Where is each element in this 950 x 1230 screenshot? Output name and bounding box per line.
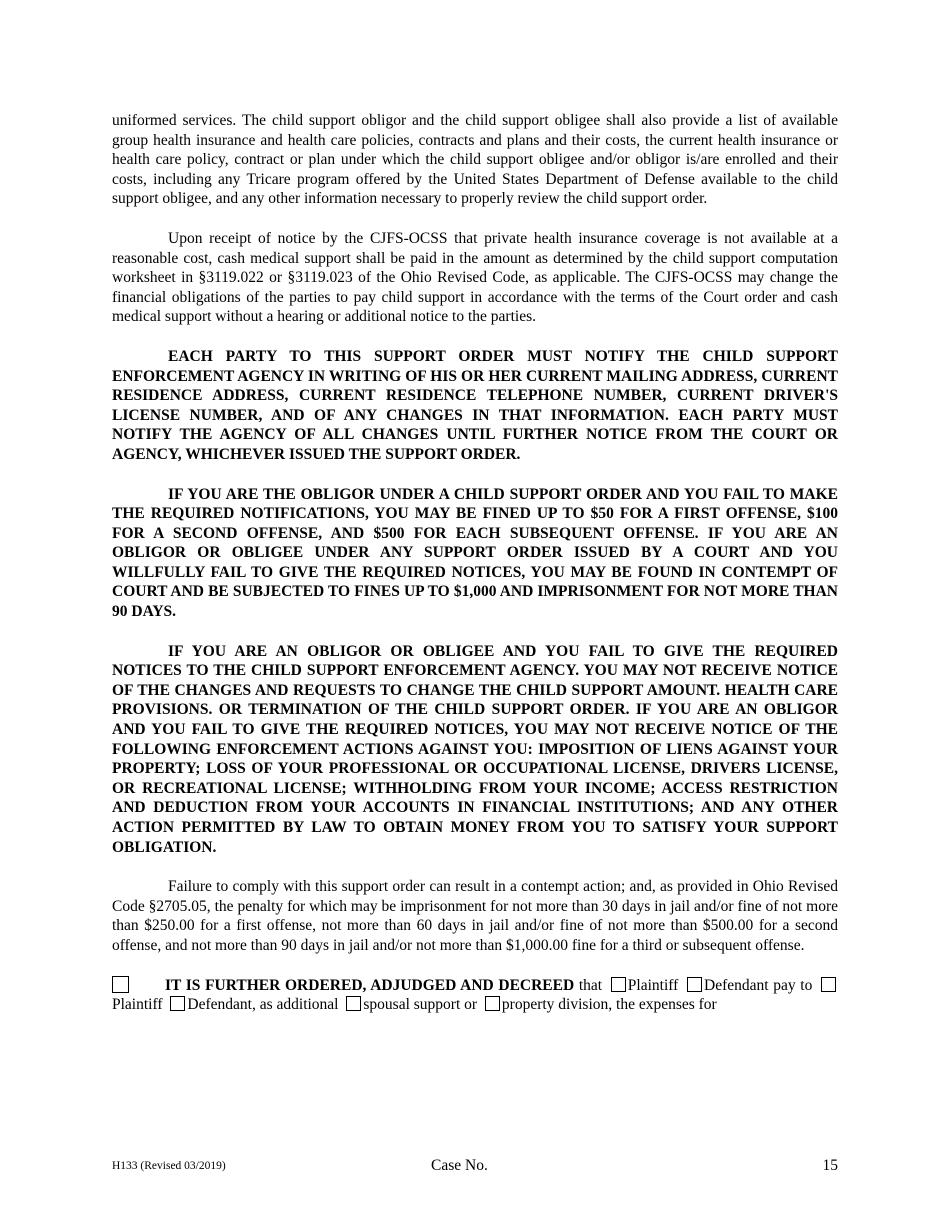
further-ordered-clause — [112, 976, 838, 1015]
payor-plaintiff-checkbox[interactable] — [611, 977, 626, 992]
property-division-label: property division, the expenses for — [501, 996, 717, 1014]
payor-plaintiff-label: Plaintiff — [627, 976, 679, 994]
document-page — [112, 111, 838, 1015]
order-heading: IT IS FURTHER ORDERED, ADJUDGED AND DECREED — [165, 976, 575, 994]
payee-plaintiff-checkbox[interactable] — [821, 977, 836, 992]
spousal-support-label: spousal support or — [363, 996, 481, 1014]
payee-defendant-label: Defendant — [187, 996, 252, 1014]
paragraph-obligor-fines: IF YOU ARE THE OBLIGOR UNDER A CHILD SUPPORT ORDER AND YOU FAIL TO MAKE THE REQUIRED NOTIFICATIONS, YOU MAY BE FINED UP TO $50 FOR A FIRST OFFENSE, $100 FOR A SECOND OFFENSE, AND $500 FOR EACH SUBSEQUENT OFFENSE. IF YOU ARE AN OBLIGOR OR OBLIGEE UNDER ANY SUPPORT ORDER ISSUED BY A COURT AND YOU WILLFULLY FAIL TO GIVE THE REQUIRED NOTICES, YOU MAY BE FOUND IN CONTEMPT OF COURT AND BE SUBJECTED TO FINES UP TO $1,000 AND IMPRISONMENT FOR NOT MORE THAN 90 DAYS. — [112, 485, 838, 621]
further-ordered-checkbox[interactable] — [112, 976, 129, 993]
page-footer — [112, 1157, 838, 1179]
form-id: H133 (Revised 03/2019) — [112, 1160, 226, 1172]
spousal-support-checkbox[interactable] — [346, 996, 361, 1011]
paragraph-enforcement-actions: IF YOU ARE AN OBLIGOR OR OBLIGEE AND YOU FAIL TO GIVE THE REQUIRED NOTICES TO THE CHILD SUPPORT ENFORCEMENT AGENCY. YOU MAY NOT RECEIVE NOTICE OF THE CHANGES AND REQUESTS TO CHANGE THE CHILD SUPPORT AMOUNT. HEALTH CARE PROVISIONS. OR TERMINATION OF THE CHILD SUPPORT ORDER. IF YOU ARE AN OBLIGOR AND YOU FAIL TO GIVE THE REQUIRED NOTICES, YOU MAY NOT RECEIVE NOTICE OF THE FOLLOWING ENFORCEMENT ACTIONS AGAINST YOU: IMPOSITION OF LIENS AGAINST YOUR PROPERTY; LOSS OF YOUR PROFESSIONAL OR OCCUPATIONAL LICENSE, DRIVERS LICENSE, OR RECREATIONAL LICENSE; WITHHOLDING FROM YOUR INCOME; ACCESS RESTRICTION AND DEDUCTION FROM YOUR ACCOUNTS IN FINANCIAL INSTITUTIONS; AND ANY OTHER ACTION PERMITTED BY LAW TO OBTAIN MONEY FROM YOU TO SATISFY YOUR SUPPORT OBLIGATION. — [112, 642, 838, 856]
as-additional-text: , as additional — [251, 996, 343, 1014]
property-division-checkbox[interactable] — [485, 996, 500, 1011]
order-that-text: that — [574, 976, 607, 994]
payee-plaintiff-label: Plaintiff — [112, 996, 163, 1014]
case-number-label: Case No. — [431, 1157, 488, 1174]
payee-defendant-checkbox[interactable] — [170, 996, 185, 1011]
payor-defendant-checkbox[interactable] — [687, 977, 702, 992]
pay-to-text: pay to — [773, 976, 818, 994]
payor-defendant-label: Defendant — [704, 976, 769, 994]
paragraph-cash-medical-support: Upon receipt of notice by the CJFS-OCSS that private health insurance coverage is not available at a reasonable cost, cash medical support shall be paid in the amount as determined by the child support computation worksheet in §3119.022 or §3119.023 of the Ohio Revised Code, as applicable. The CJFS-OCSS may change the financial obligations of the parties to pay child support in accordance with the terms of the Court order and cash medical support without a hearing or additional notice to the parties. — [112, 229, 838, 326]
paragraph-notify-agency: EACH PARTY TO THIS SUPPORT ORDER MUST NOTIFY THE CHILD SUPPORT ENFORCEMENT AGENCY IN WRITING OF HIS OR HER CURRENT MAILING ADDRESS, CURRENT RESIDENCE ADDRESS, CURRENT RESIDENCE TELEPHONE NUMBER, CURRENT DRIVER'S LICENSE NUMBER, AND OF ANY CHANGES IN THAT INFORMATION. EACH PARTY MUST NOTIFY THE AGENCY OF ALL CHANGES UNTIL FURTHER NOTICE FROM THE COURT OR AGENCY, WHICHEVER ISSUED THE SUPPORT ORDER. — [112, 347, 838, 463]
paragraph-contempt-penalty: Failure to comply with this support order can result in a contempt action; and, as provided in Ohio Revised Code §2705.05, the penalty for which may be imprisonment for not more than 30 days in jail and/or fine of not more than $250.00 for a first offense, not more than 60 days in jail and/or fine of not more than $500.00 for a second offense, and not more than 90 days in jail and/or not more than $1,000.00 fine for a third or subsequent offense. — [112, 878, 838, 954]
page-number: 15 — [822, 1157, 838, 1174]
paragraph-insurance-info: uniformed services. The child support obligor and the child support obligee shall also provide a list of available group health insurance and health care policies, contracts and plans and their costs, the current health insurance or health care policy, contract or plan under which the child support obligee and/or obligor is/are enrolled and their costs, including any Tricare program offered by the United States Department of Defense available to the child support obligee, and any other information necessary to properly review the child support order. — [112, 112, 838, 208]
